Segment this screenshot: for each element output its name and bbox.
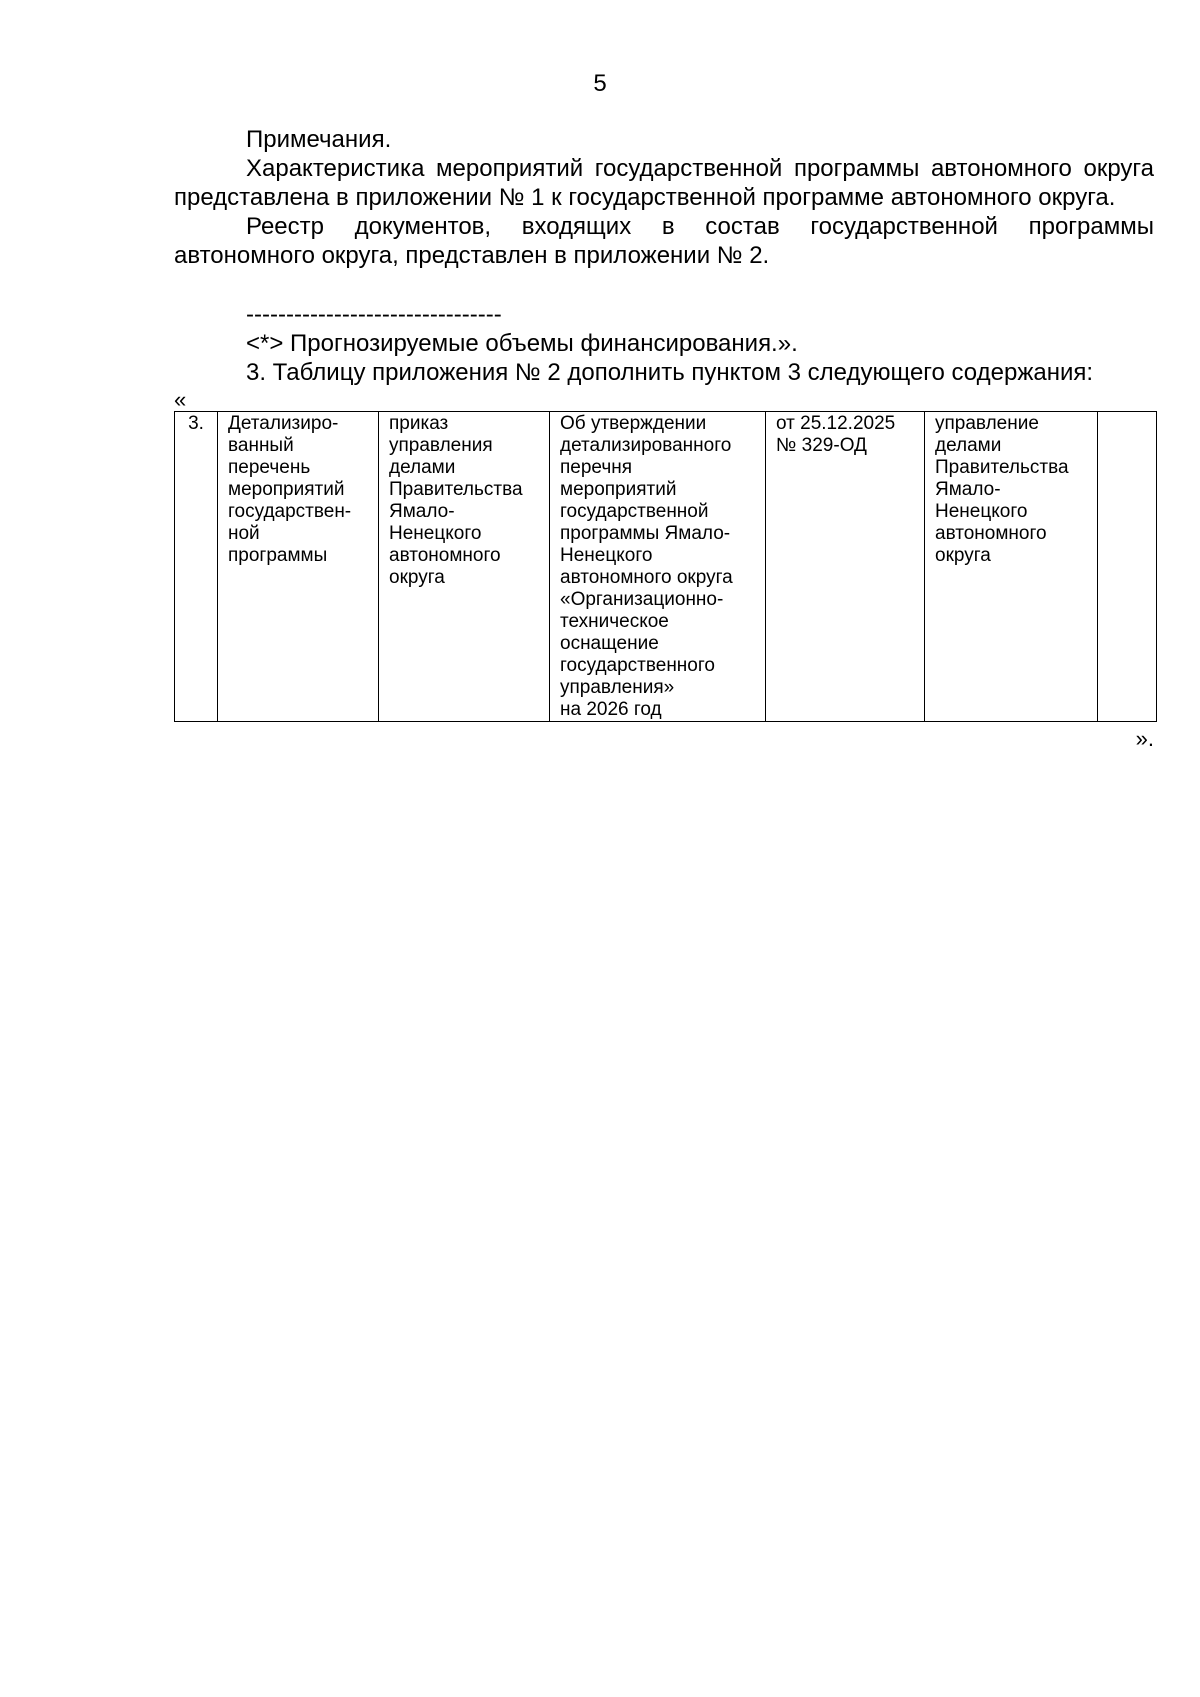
- cell-responsible: управление делами Правительства Ямало- Ненецкого автономного округа: [925, 412, 1098, 722]
- item-3-text: 3. Таблицу приложения № 2 дополнить пунктом 3 следующего содержания:: [246, 359, 1094, 386]
- cell-act-type: приказ управления делами Правительства Ямало- Ненецкого автономного округа: [379, 412, 550, 722]
- opening-quote: «: [174, 387, 187, 412]
- footnote-separator: --------------------------------: [246, 301, 502, 328]
- spacer: [174, 270, 1154, 300]
- page-number: 5: [593, 70, 607, 97]
- paragraph-characteristics: Характеристика мероприятий государственной программы автономного округа представлена в приложении № 1 к государственной программе автономного округа.: [174, 155, 1154, 211]
- notes-heading: Примечания.: [246, 126, 392, 153]
- paragraph-registry: Реестр документов, входящих в состав государственной программы автономного округа, представлен в приложении № 2.: [174, 213, 1154, 269]
- closing-quote: ».: [1135, 726, 1154, 751]
- table-row: [175, 412, 1157, 722]
- document-body: [174, 125, 1154, 752]
- cell-number: 3.: [175, 412, 218, 722]
- cell-act-title: Об утверждении детализированного перечня мероприятий государственной программы Ямало- Ненецкого автономного округа «Организационно- техническое оснащение государственного управления» на 2026 год: [550, 412, 766, 722]
- cell-act-date-number: от 25.12.2025 № 329-ОД: [766, 412, 925, 722]
- registry-table: [174, 411, 1157, 722]
- cell-document-type: Детализиро- ванный перечень мероприятий государствен- ной программы: [218, 412, 379, 722]
- footnote-text: <*> Прогнозируемые объемы финансирования.».: [246, 330, 798, 357]
- cell-empty: [1098, 412, 1157, 722]
